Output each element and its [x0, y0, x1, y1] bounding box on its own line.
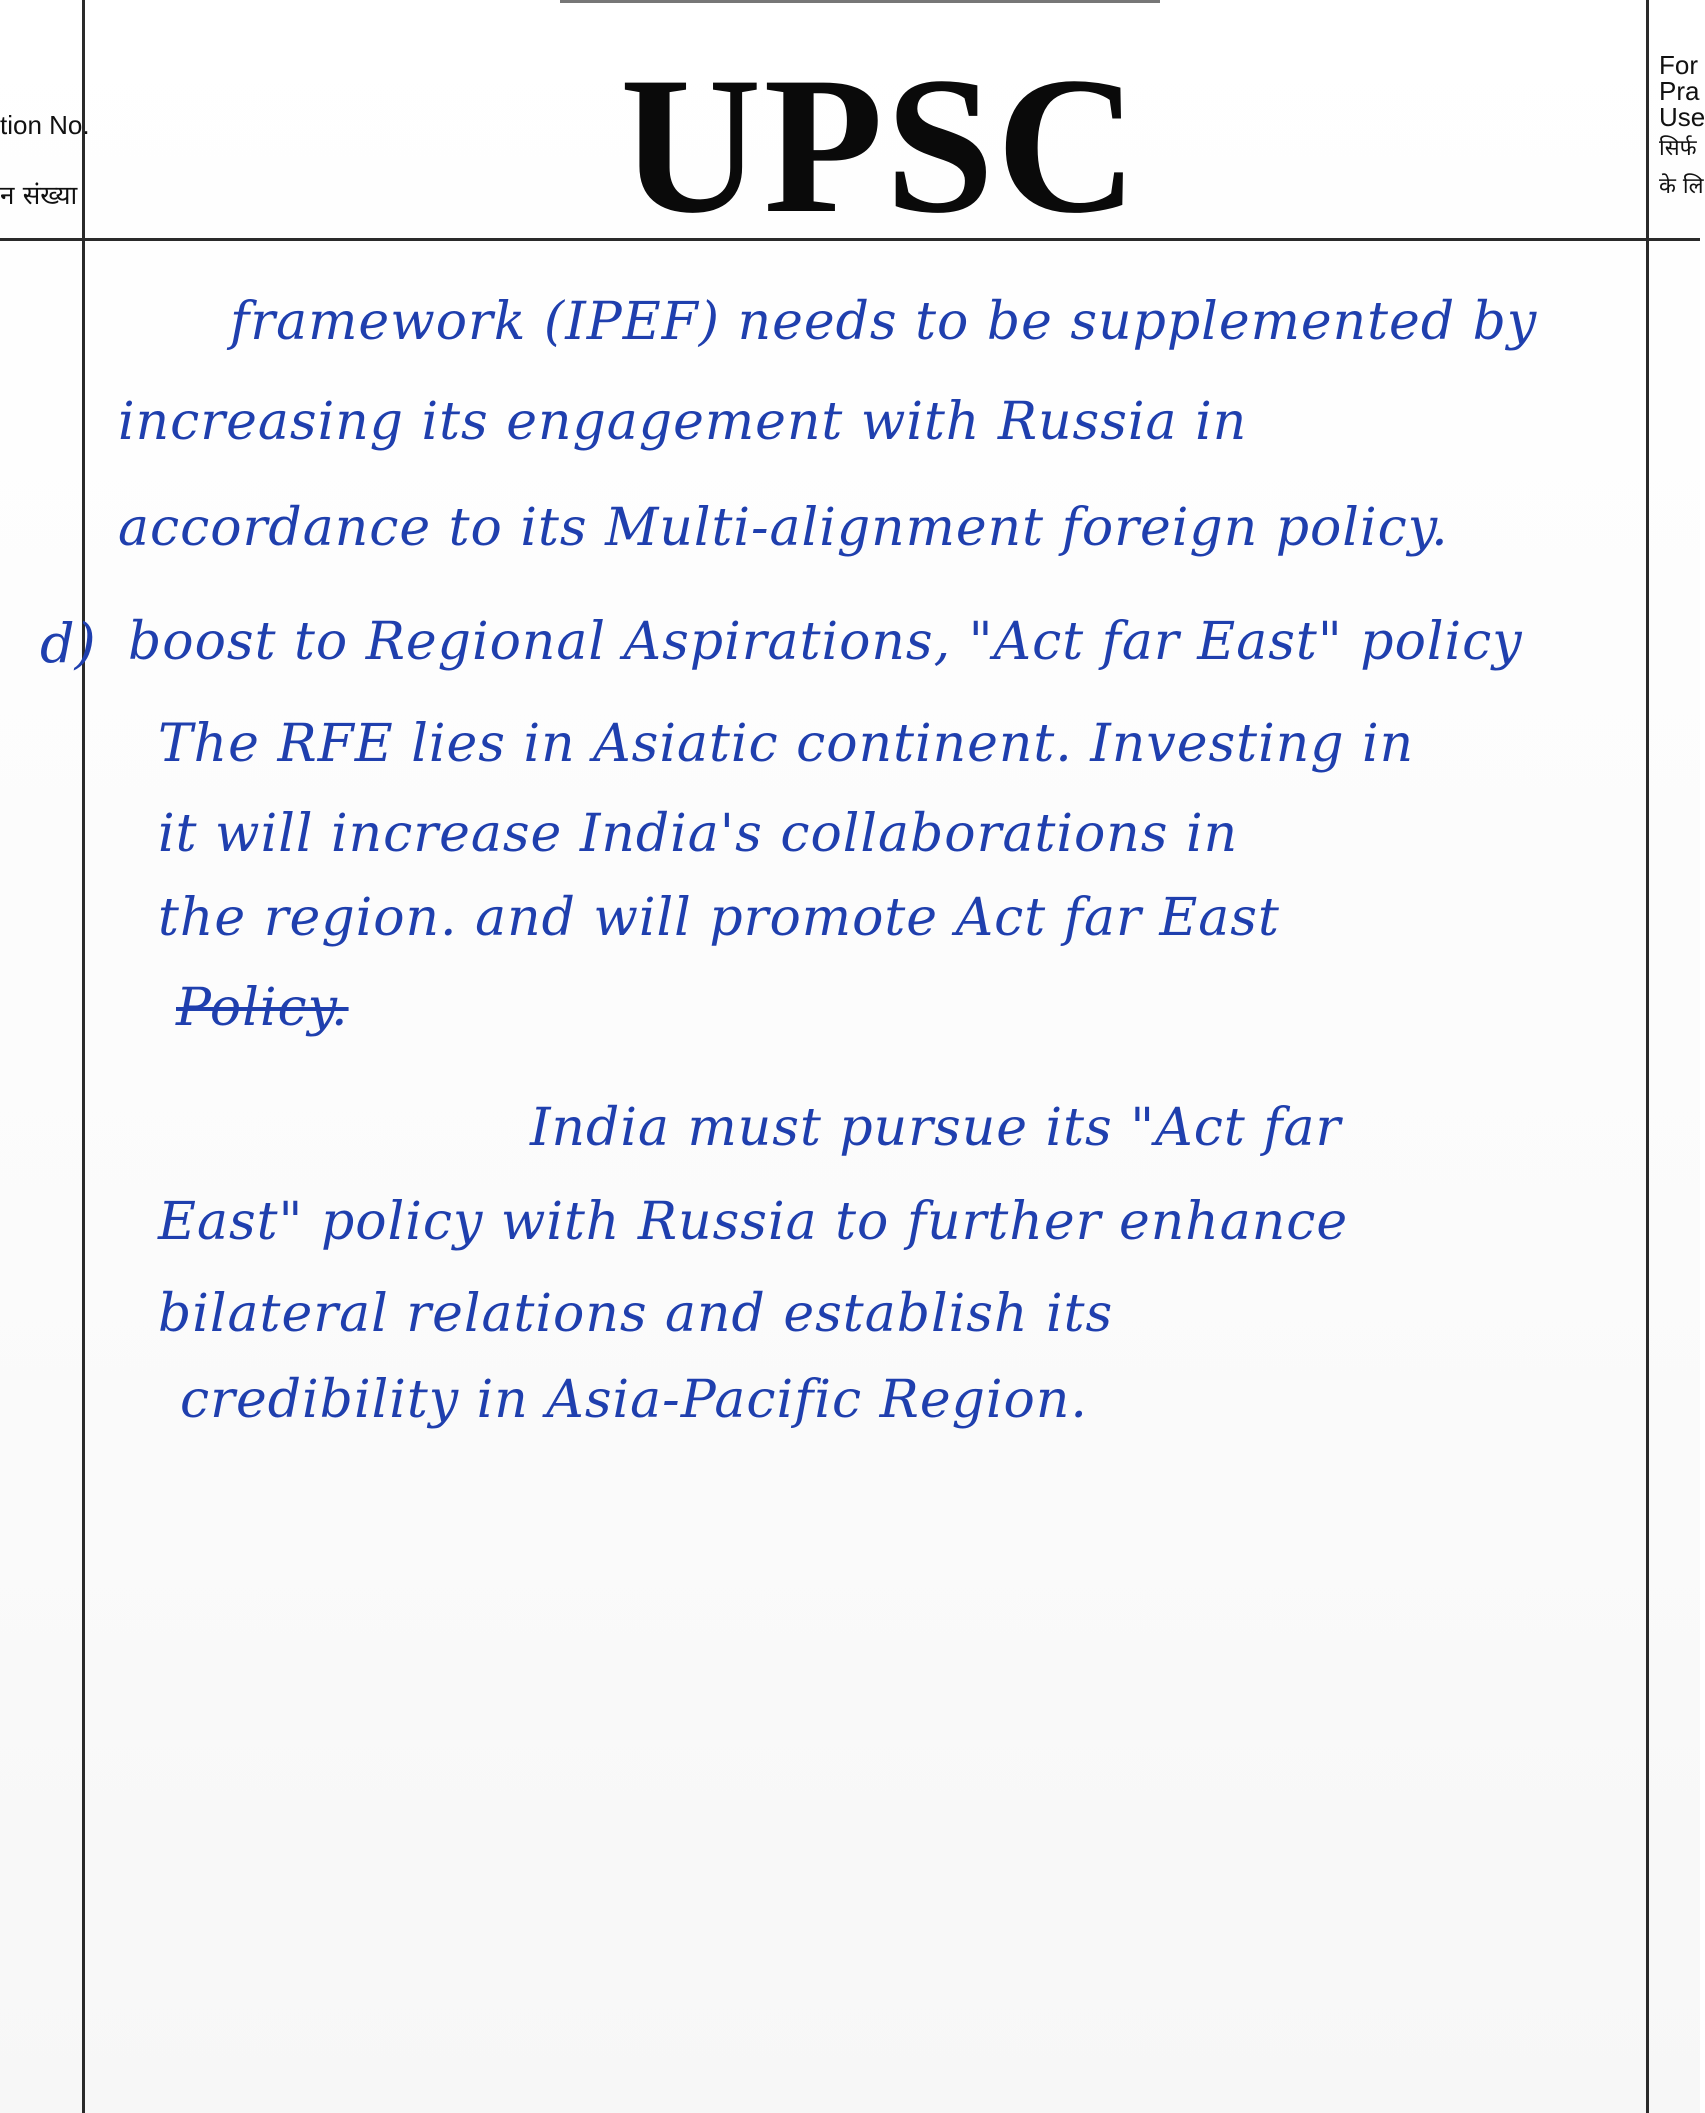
answer-line: the region. and will promote Act far East	[158, 888, 1280, 948]
upsc-logo: UPSC	[620, 37, 1140, 254]
question-number-label	[0, 0, 90, 240]
answer-line: increasing its engagement with Russia in	[118, 392, 1248, 452]
answer-line-heading: boost to Regional Aspirations, "Act far East" policy	[128, 612, 1523, 672]
conclusion-line: India must pursue its "Act far	[530, 1098, 1342, 1158]
top-edge-line	[560, 0, 1160, 3]
right-label-line: Use	[1659, 102, 1705, 132]
conclusion-line: bilateral relations and establish its	[158, 1284, 1114, 1344]
left-margin-line	[82, 0, 85, 2113]
right-label-line-hindi: सिर्फ	[1659, 136, 1697, 161]
conclusion-line: East" policy with Russia to further enhance	[158, 1192, 1349, 1252]
section-marker: d)	[40, 612, 96, 675]
right-margin-line	[1646, 0, 1649, 2113]
right-label-line: Pra	[1659, 76, 1700, 106]
for-practice-use-label	[1649, 0, 1705, 240]
answer-line: The RFE lies in Asiatic continent. Investing in	[158, 714, 1415, 774]
conclusion-line: credibility in Asia-Pacific Region.	[180, 1370, 1088, 1430]
answer-line: it will increase India's collaborations in	[158, 804, 1239, 864]
question-number-label-hindi: न संख्या	[0, 181, 78, 211]
right-label-line-hindi: के लि	[1659, 174, 1704, 199]
answer-line-struck: Policy.	[176, 978, 349, 1038]
answer-line: accordance to its Multi-alignment foreign policy.	[118, 498, 1449, 558]
question-number-label-english: tion No.	[0, 110, 90, 140]
right-label-line: For	[1659, 50, 1698, 80]
answer-line: framework (IPEF) needs to be supplemented by	[230, 292, 1538, 352]
